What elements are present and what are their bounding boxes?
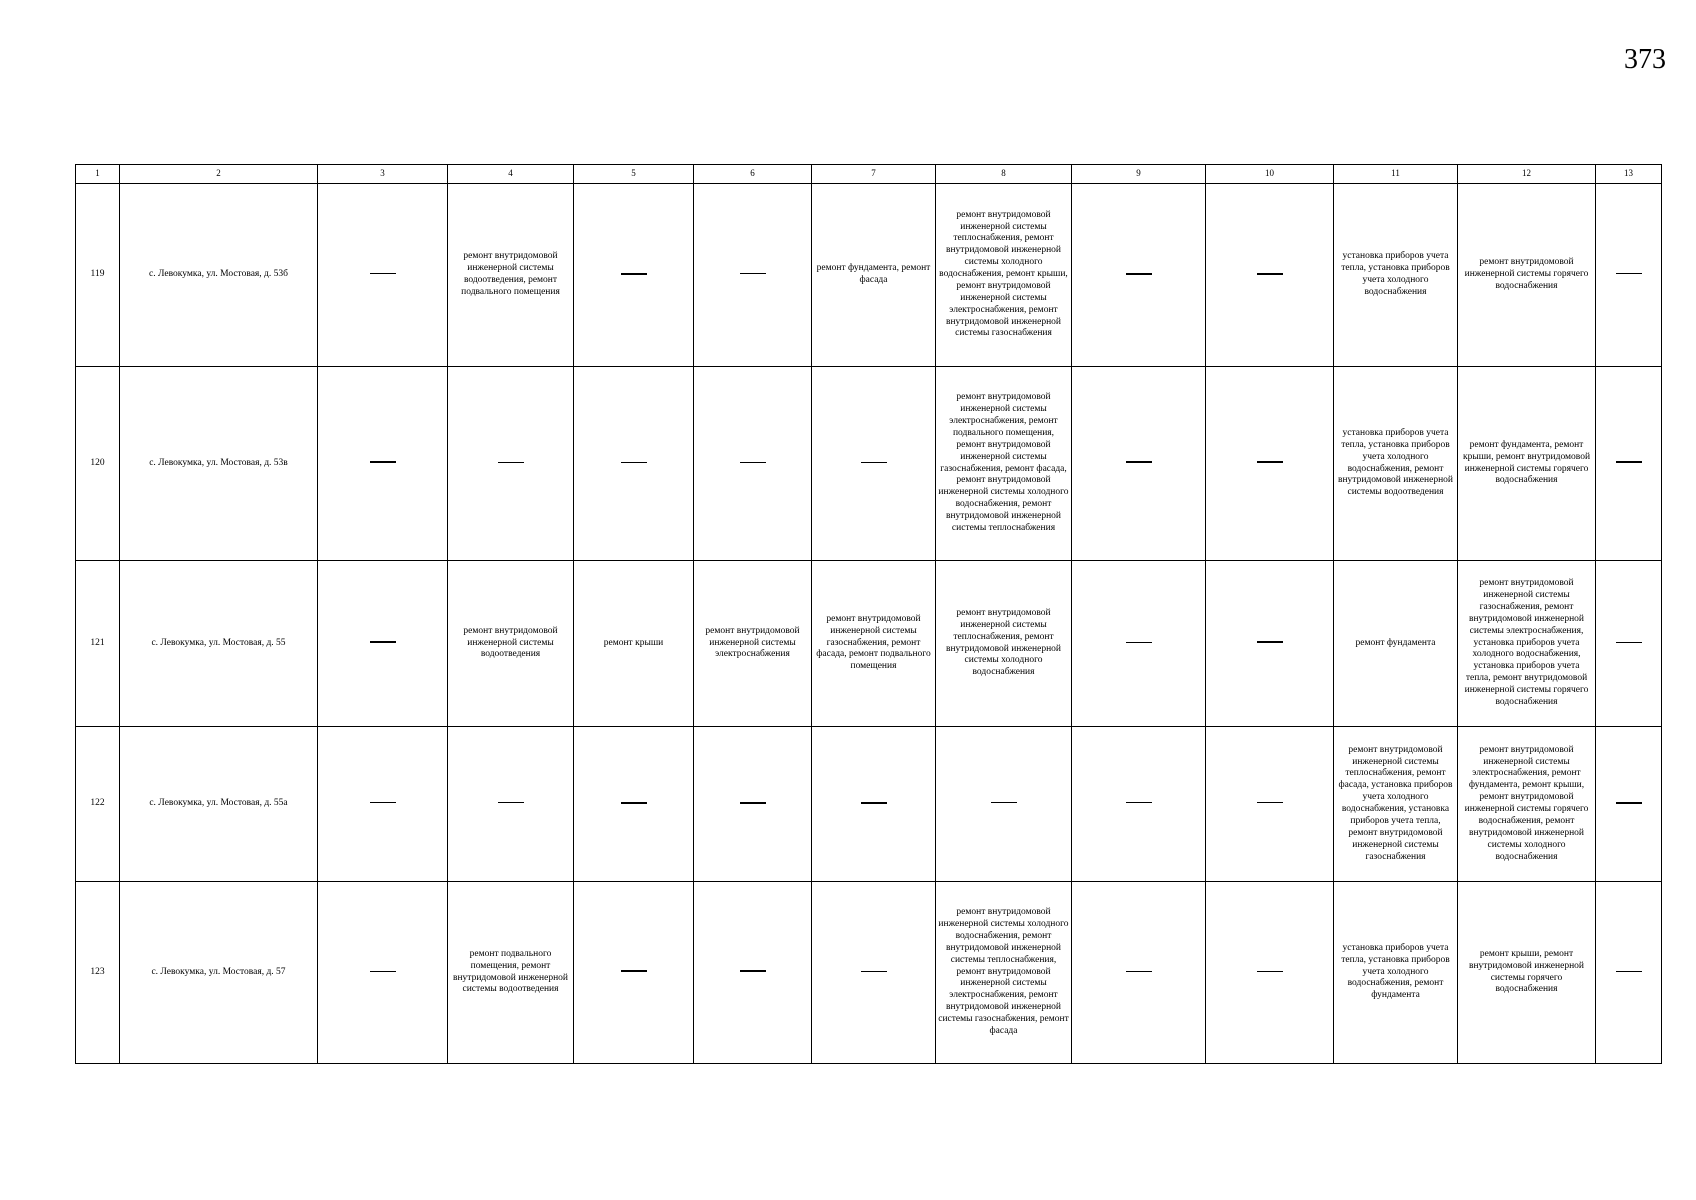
column-header: 13 bbox=[1596, 165, 1662, 184]
work-cell: ремонт внутридомовой инженерной системы теплоснабжения, ремонт внутридомовой инженерной системы холодного водоснабжения, ремонт крыши, ремонт внутридомовой инженерной системы электроснабжения, ремонт внутридомовой инженерной системы газоснабжения bbox=[936, 184, 1072, 367]
empty-cell bbox=[936, 727, 1072, 882]
work-cell: установка приборов учета тепла, установка приборов учета холодного водоснабжения bbox=[1334, 184, 1458, 367]
empty-cell bbox=[1206, 882, 1334, 1064]
dash-mark bbox=[740, 462, 766, 463]
empty-cell bbox=[318, 882, 448, 1064]
empty-cell bbox=[694, 184, 812, 367]
work-cell: ремонт подвального помещения, ремонт внутридомовой инженерной системы водоотведения bbox=[448, 882, 574, 1064]
empty-cell bbox=[1596, 184, 1662, 367]
work-cell: ремонт внутридомовой инженерной системы электроснабжения, ремонт фундамента, ремонт крыши, ремонт внутридомовой инженерной системы горячего водоснабжения, ремонт внутридомовой инженерной системы холодного водоснабжения bbox=[1458, 727, 1596, 882]
empty-cell bbox=[574, 184, 694, 367]
table-row bbox=[76, 561, 1662, 727]
work-cell: ремонт внутридомовой инженерной системы горячего водоснабжения bbox=[1458, 184, 1596, 367]
column-header: 11 bbox=[1334, 165, 1458, 184]
dash-mark bbox=[1126, 461, 1152, 463]
empty-cell bbox=[448, 727, 574, 882]
column-header: 2 bbox=[120, 165, 318, 184]
dash-mark bbox=[370, 273, 396, 274]
dash-mark bbox=[1257, 641, 1283, 643]
empty-cell bbox=[1596, 367, 1662, 561]
empty-cell bbox=[1206, 561, 1334, 727]
work-cell: ремонт внутридомовой инженерной системы водоотведения, ремонт подвального помещения bbox=[448, 184, 574, 367]
dash-mark bbox=[370, 971, 396, 972]
column-header: 7 bbox=[812, 165, 936, 184]
work-cell: ремонт внутридомовой инженерной системы газоснабжения, ремонт внутридомовой инженерной системы электроснабжения, установка приборов учета холодного водоснабжения, установка приборов учета тепла, ремонт внутридомовой инженерной системы горячего водоснабжения bbox=[1458, 561, 1596, 727]
empty-cell bbox=[1072, 367, 1206, 561]
empty-cell bbox=[318, 184, 448, 367]
dash-mark bbox=[621, 802, 647, 804]
empty-cell bbox=[812, 367, 936, 561]
empty-cell bbox=[812, 727, 936, 882]
dash-mark bbox=[1616, 461, 1642, 463]
empty-cell bbox=[574, 727, 694, 882]
dash-mark bbox=[370, 461, 396, 463]
dash-mark bbox=[498, 462, 524, 463]
column-header: 3 bbox=[318, 165, 448, 184]
work-cell: ремонт фундамента, ремонт крыши, ремонт внутридомовой инженерной системы горячего водоснабжения bbox=[1458, 367, 1596, 561]
work-cell: ремонт внутридомовой инженерной системы теплоснабжения, ремонт фасада, установка приборов учета холодного водоснабжения, установка приборов учета тепла, ремонт внутридомовой инженерной системы газоснабжения bbox=[1334, 727, 1458, 882]
empty-cell bbox=[1596, 561, 1662, 727]
empty-cell bbox=[574, 367, 694, 561]
dash-mark bbox=[370, 802, 396, 803]
empty-cell bbox=[1206, 367, 1334, 561]
address-cell: с. Левокумка, ул. Мостовая, д. 55а bbox=[120, 727, 318, 882]
address-cell: с. Левокумка, ул. Мостовая, д. 57 bbox=[120, 882, 318, 1064]
empty-cell bbox=[448, 367, 574, 561]
work-cell: ремонт внутридомовой инженерной системы газоснабжения, ремонт фасада, ремонт подвального помещения bbox=[812, 561, 936, 727]
work-cell: установка приборов учета тепла, установка приборов учета холодного водоснабжения, ремонт внутридомовой инженерной системы водоотведения bbox=[1334, 367, 1458, 561]
work-cell: ремонт внутридомовой инженерной системы теплоснабжения, ремонт внутридомовой инженерной системы холодного водоснабжения bbox=[936, 561, 1072, 727]
column-header: 4 bbox=[448, 165, 574, 184]
empty-cell bbox=[1072, 184, 1206, 367]
dash-mark bbox=[621, 970, 647, 972]
row-number: 121 bbox=[76, 561, 120, 727]
work-cell: ремонт крыши, ремонт внутридомовой инженерной системы горячего водоснабжения bbox=[1458, 882, 1596, 1064]
work-cell: ремонт внутридомовой инженерной системы холодного водоснабжения, ремонт внутридомовой инженерной системы теплоснабжения, ремонт внутридомовой инженерной системы электроснабжения, ремонт внутридомовой инженерной системы газоснабжения, ремонт фасада bbox=[936, 882, 1072, 1064]
dash-mark bbox=[498, 802, 524, 803]
table-row bbox=[76, 184, 1662, 367]
column-header: 9 bbox=[1072, 165, 1206, 184]
dash-mark bbox=[740, 802, 766, 804]
dash-mark bbox=[861, 462, 887, 463]
empty-cell bbox=[1072, 561, 1206, 727]
dash-mark bbox=[1126, 642, 1152, 643]
empty-cell bbox=[1206, 184, 1334, 367]
dash-mark bbox=[621, 462, 647, 463]
row-number: 119 bbox=[76, 184, 120, 367]
column-header: 1 bbox=[76, 165, 120, 184]
work-cell: ремонт фундамента bbox=[1334, 561, 1458, 727]
dash-mark bbox=[1257, 971, 1283, 972]
empty-cell bbox=[1072, 727, 1206, 882]
dash-mark bbox=[991, 802, 1017, 803]
empty-cell bbox=[574, 882, 694, 1064]
empty-cell bbox=[694, 367, 812, 561]
row-number: 122 bbox=[76, 727, 120, 882]
dash-mark bbox=[1257, 802, 1283, 803]
dash-mark bbox=[1126, 802, 1152, 803]
dash-mark bbox=[1257, 273, 1283, 275]
column-header: 12 bbox=[1458, 165, 1596, 184]
dash-mark bbox=[861, 971, 887, 972]
column-header: 8 bbox=[936, 165, 1072, 184]
dash-mark bbox=[1616, 971, 1642, 972]
empty-cell bbox=[1072, 882, 1206, 1064]
empty-cell bbox=[318, 727, 448, 882]
work-cell: ремонт фундамента, ремонт фасада bbox=[812, 184, 936, 367]
work-cell: ремонт внутридомовой инженерной системы электроснабжения bbox=[694, 561, 812, 727]
empty-cell bbox=[1206, 727, 1334, 882]
column-header: 5 bbox=[574, 165, 694, 184]
dash-mark bbox=[1616, 802, 1642, 804]
empty-cell bbox=[1596, 727, 1662, 882]
dash-mark bbox=[740, 970, 766, 972]
empty-cell bbox=[694, 727, 812, 882]
address-cell: с. Левокумка, ул. Мостовая, д. 53б bbox=[120, 184, 318, 367]
table-row bbox=[76, 727, 1662, 882]
repair-schedule-table bbox=[75, 164, 1662, 1064]
empty-cell bbox=[694, 882, 812, 1064]
page-number: 373 bbox=[1624, 44, 1666, 75]
dash-mark bbox=[740, 273, 766, 274]
work-cell: установка приборов учета тепла, установка приборов учета холодного водоснабжения, ремонт фундамента bbox=[1334, 882, 1458, 1064]
table-row bbox=[76, 882, 1662, 1064]
empty-cell bbox=[1596, 882, 1662, 1064]
work-cell: ремонт внутридомовой инженерной системы электроснабжения, ремонт подвального помещения, ремонт внутридомовой инженерной системы газоснабжения, ремонт фасада, ремонт внутридомовой инженерной системы холодного водоснабжения, ремонт внутридомовой инженерной системы теплоснабжения bbox=[936, 367, 1072, 561]
dash-mark bbox=[1616, 642, 1642, 643]
column-header: 10 bbox=[1206, 165, 1334, 184]
dash-mark bbox=[1126, 273, 1152, 275]
empty-cell bbox=[318, 561, 448, 727]
dash-mark bbox=[861, 802, 887, 804]
row-number: 120 bbox=[76, 367, 120, 561]
table-row bbox=[76, 367, 1662, 561]
dash-mark bbox=[1616, 273, 1642, 274]
dash-mark bbox=[1126, 971, 1152, 972]
dash-mark bbox=[1257, 461, 1283, 463]
column-number-row bbox=[76, 165, 1662, 184]
dash-mark bbox=[621, 273, 647, 275]
column-header: 6 bbox=[694, 165, 812, 184]
row-number: 123 bbox=[76, 882, 120, 1064]
address-cell: с. Левокумка, ул. Мостовая, д. 55 bbox=[120, 561, 318, 727]
work-cell: ремонт крыши bbox=[574, 561, 694, 727]
empty-cell bbox=[318, 367, 448, 561]
work-cell: ремонт внутридомовой инженерной системы водоотведения bbox=[448, 561, 574, 727]
address-cell: с. Левокумка, ул. Мостовая, д. 53в bbox=[120, 367, 318, 561]
empty-cell bbox=[812, 882, 936, 1064]
dash-mark bbox=[370, 641, 396, 643]
